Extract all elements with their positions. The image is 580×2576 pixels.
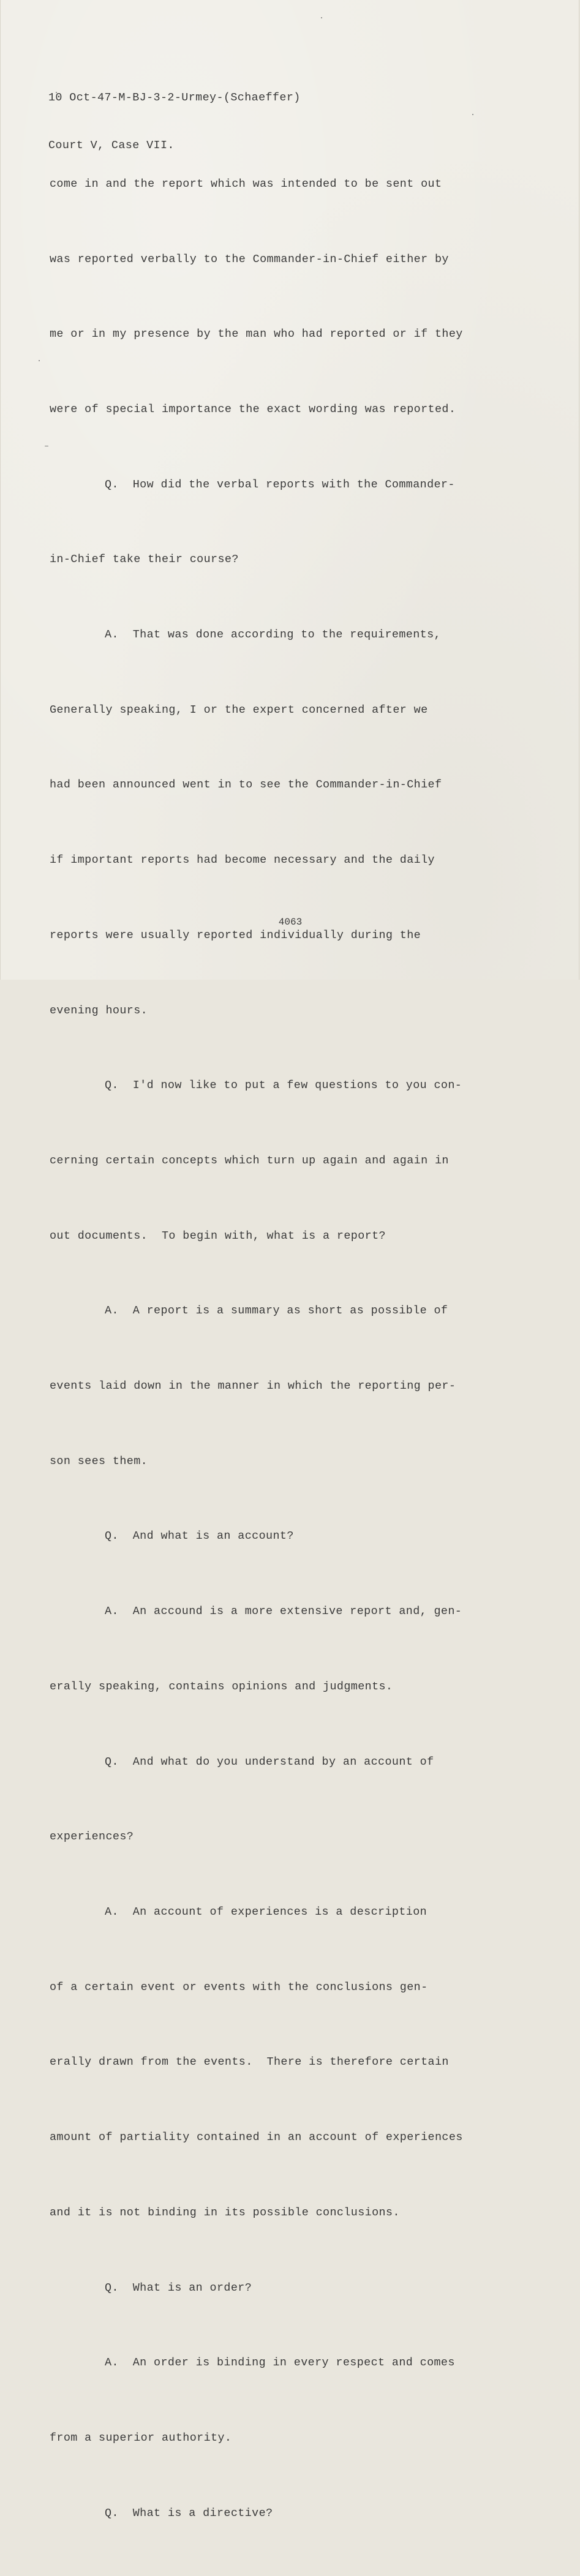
text-line: from a superior authority. bbox=[50, 2431, 232, 2444]
text-line: Generally speaking, I or the expert concerned after we bbox=[50, 703, 428, 716]
text-line: erally speaking, contains opinions and judgments. bbox=[50, 1680, 393, 1693]
text-line: was reported verbally to the Commander-in-Chief either by bbox=[50, 252, 449, 266]
text-line: come in and the report which was intended to be sent out bbox=[50, 177, 442, 190]
answer-line: A. A report is a summary as short as possible of bbox=[105, 1304, 448, 1318]
question-line: Q. I'd now like to put a few questions to you con- bbox=[105, 1079, 462, 1092]
answer-line: A. An order is binding in every respect and comes bbox=[105, 2356, 455, 2370]
text-line: me or in my presence by the man who had reported or if they bbox=[50, 328, 463, 341]
text-line: cerning certain concepts which turn up again and again in bbox=[50, 1154, 449, 1167]
text-line: and it is not binding in its possible conclusions. bbox=[50, 2206, 400, 2219]
text-line: reports were usually reported individually during the bbox=[50, 928, 421, 942]
text-line: out documents. To begin with, what is a report? bbox=[50, 1229, 386, 1242]
text-line: experiences? bbox=[50, 1830, 134, 1844]
page-number: 4063 bbox=[278, 917, 303, 928]
text-line: amount of partiality contained in an account of experiences bbox=[50, 2131, 463, 2144]
question-line: Q. And what is an account? bbox=[105, 1530, 294, 1543]
answer-line: A. An account of experiences is a description bbox=[105, 1905, 427, 1918]
question-line: Q. And what do you understand by an account of bbox=[105, 1755, 434, 1768]
answer-line: A. An accound is a more extensive report and, gen- bbox=[105, 1605, 462, 1618]
question-line: Q. What is an order? bbox=[105, 2281, 252, 2294]
header-reference-line: 10 Oct-47-M-BJ-3-2-Urmey-(Schaeffer) bbox=[48, 91, 301, 104]
paper-speck bbox=[321, 17, 322, 18]
paper-speck bbox=[39, 360, 40, 361]
text-line: if important reports had become necessary and the daily bbox=[50, 854, 435, 867]
transcript-body bbox=[50, 122, 463, 2576]
text-line: erally drawn from the events. There is therefore certain bbox=[50, 2056, 449, 2069]
text-line: were of special importance the exact wording was reported. bbox=[50, 402, 456, 416]
text-line: had been announced went in to see the Commander-in-Chief bbox=[50, 778, 442, 792]
paper-speck bbox=[472, 114, 473, 115]
text-line: evening hours. bbox=[50, 1004, 148, 1017]
text-line: of a certain event or events with the conclusions gen- bbox=[50, 1980, 428, 1994]
header-court-line: Court V, Case VII. bbox=[48, 139, 175, 152]
text-line: events laid down in the manner in which the reporting per- bbox=[50, 1380, 456, 1393]
question-line: Q. How did the verbal reports with the Commander- bbox=[105, 478, 455, 491]
text-line: in-Chief take their course? bbox=[50, 553, 239, 566]
answer-line: A. That was done according to the requirements, bbox=[105, 628, 441, 642]
question-line: Q. What is a directive? bbox=[105, 2506, 273, 2520]
text-line: son sees them. bbox=[50, 1454, 148, 1468]
